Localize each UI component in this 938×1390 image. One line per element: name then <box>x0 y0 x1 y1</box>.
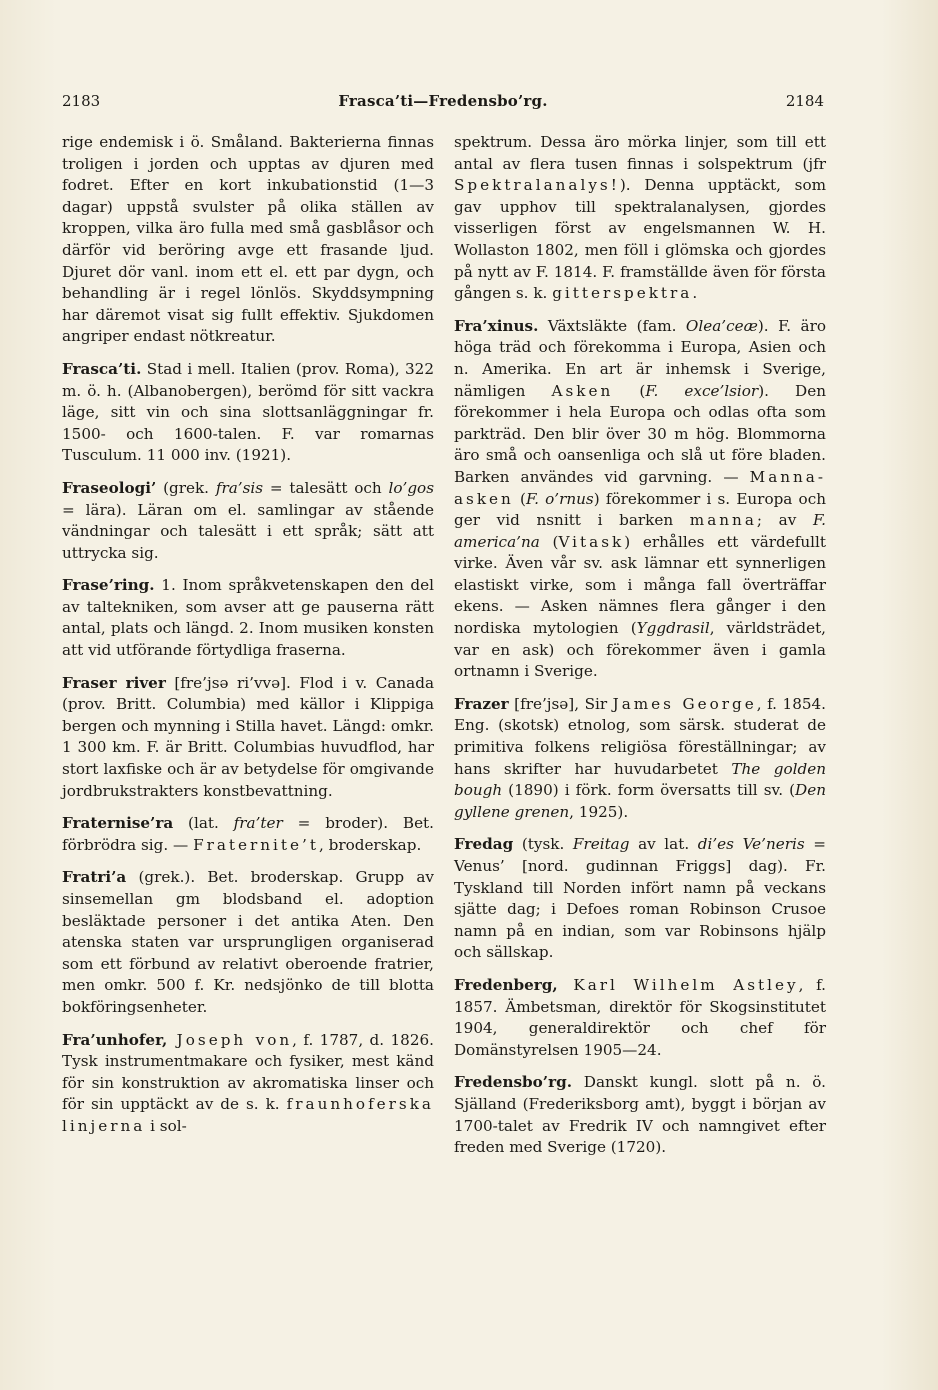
entry-fredensborg: Fredensbo’rg. Danskt kungl. slott på n. ö. Själland (Frederiksborg amt), byggt i början av 1700-talet av Fredrik IV och namngivet efter freden med Sverige (1720). <box>454 1073 826 1157</box>
headword: Frase’ring. <box>62 576 155 595</box>
headword: Fraser river <box>62 673 166 692</box>
running-title: Frasca’ti—Fredensbo’rg. <box>338 92 548 110</box>
headword: Fra’xinus. <box>454 316 539 335</box>
continued-paragraph: rige endemisk i ö. Småland. Bakterierna finnas troligen i jorden och upptas av djuren med fodret. Efter en kort inkubationstid (1—3 dagar) uppstå svulster på olika ställen av kroppen, vilka äro fulla med små gasblåsor och därför vid beröring avge ett frasande ljud. Djuret dör vanl. inom ett el. ett par dygn, och behandling är i regel lönlös. Skyddsympning har däremot visat sig fullt effektiv. Sjukdomen angriper endast nötkreatur. <box>62 133 434 346</box>
entry-fraternisera: Fraternise’ra (lat. fra’ter = broder). Bet. förbrödra sig. — Fraternite’t, broderskap. <box>62 814 434 854</box>
entry-fratria: Fratri’a (grek.). Bet. broderskap. Grupp av sinsemellan gm blodsband el. adoption besläktade personer i det antika Aten. Den atenska staten var ursprungligen organiserad som ett förbund av relativt oberoende fratrier, men omkr. 500 f. Kr. nedsjönko de till blotta bokföringsenheter. <box>62 868 434 1016</box>
entry-fredag: Fredag (tysk. Freitag av lat. di’es Ve’neris = Venus’ [nord. gudinnan Friggs] dag). Fr. Tyskland till Norden infört namn på veckans sjätte dag; i Defoes roman Robinson Crusoe namn på en indian, som var Robinsons hjälp och sällskap. <box>454 835 826 962</box>
page-number-right: 2184 <box>785 92 824 110</box>
entry-fraseologi: Fraseologi’ (grek. fra’sis = talesätt och lo’gos = lära). Läran om el. samlingar av stående vändningar och talesätt i ett språk; sätt att uttrycka sig. <box>62 478 434 562</box>
headword: Fratri’a <box>62 868 127 887</box>
right-column <box>454 132 826 1170</box>
entry-fredenberg: Fredenberg, Karl Wilhelm Astley, f. 1857. Ämbetsman, direktör för Skogsinstitutet 1904, generaldirektör och chef för Domänstyrelsen 1905—24. <box>454 975 826 1059</box>
headword: Frazer <box>454 694 509 713</box>
entry-fraser-river: Fraser river [fre’jsə ri’vvə]. Flod i v. Canada (prov. Britt. Columbia) med källor i Klippiga bergen och mynning i Stilla havet. Längd: omkr. 1 300 km. F. är Britt. Columbias huvudflod, har stort laxfiske och är av betydelse för omgivande jordbrukstrakters konstbevattning. <box>62 673 434 800</box>
headword: Fredag <box>454 835 514 854</box>
headword: Fra’unhofer, <box>62 1030 168 1049</box>
page-header <box>62 88 824 116</box>
continued-paragraph: spektrum. Dessa äro mörka linjer, som till ett antal av flera tusen finnas i solspektrum (jfr Spektralanalys!). Denna upptäckt, som gav upphov till spektralanalysen, gjordes visserligen först av engelsmannen W. H. Wollaston 1802, men föll i glömska och gjordes på nytt av F. 1814. F. framställde även för första gången s. k. gitterspektra. <box>454 133 826 303</box>
entry-frazer: Frazer [fre’jsə], Sir James George, f. 1854. Eng. (skotsk) etnolog, som särsk. studerat de primitiva folkens religiösa föreställningar; av hans skrifter har huvudarbetet The golden bough (1890) i förk. form översatts till sv. (Den gyllene grenen, 1925). <box>454 694 827 821</box>
headword: Fraternise’ra <box>62 814 174 833</box>
entry-frascati: Frasca’ti. Stad i mell. Italien (prov. Roma), 322 m. ö. h. (Albanobergen), berömd för sitt vackra läge, sitt vin och sina slottsanläggningar fr. 1500- och 1600-talen. F. var romarnas Tusculum. 11 000 inv. (1921). <box>62 359 434 465</box>
headword: Fredenberg, <box>454 975 558 994</box>
headword: Fraseologi’ <box>62 478 157 497</box>
entry-fraxinus: Fra’xinus. Växtsläkte (fam. Olea’ceæ). F. äro höga träd och förekomma i Europa, Asien och n. Amerika. En art är inhemsk i Sverige, nämligen Asken (F. exce’lsior). Den förekommer i hela Europa och odlas ofta som parkträd. Den blir över 30 m hög. Blommorna äro små och oansenliga och slå ut före bladen. Barken användes vid garvning. — Manna-asken (F. o’rnus) förekommer i s. Europa och ger vid nsnitt i barken manna; av F. america’na (Vitask) erhålles ett värdefullt virke. Även vår sv. ask lämnar ett synnerligen elastiskt virke, som i många fall överträffar ekens. — Asken nämnes flera gånger i den nordiska mytologien (Yggdrasil, världsträdet, var en ask) och förekommer även i gamla ortnamn i Sverige. <box>454 316 827 681</box>
entry-frasering: Frase’ring. 1. Inom språkvetenskapen den del av taltekniken, som avser att ge pauserna rätt antal, plats och längd. 2. Inom musiken konsten att vid utförande förtydliga fraserna. <box>62 576 434 660</box>
headword: Fredensbo’rg. <box>454 1073 572 1092</box>
entry-fraunhofer: Fra’unhofer, Joseph von, f. 1787, d. 1826. Tysk instrumentmakare och fysiker, mest känd för sin konstruktion av akromatiska linser och för sin upptäckt av de s. k. fraunhoferska linjerna i sol- <box>62 1030 434 1135</box>
page-number-left: 2183 <box>62 92 101 110</box>
left-column <box>62 132 434 1149</box>
headword: Frasca’ti. <box>62 359 142 378</box>
